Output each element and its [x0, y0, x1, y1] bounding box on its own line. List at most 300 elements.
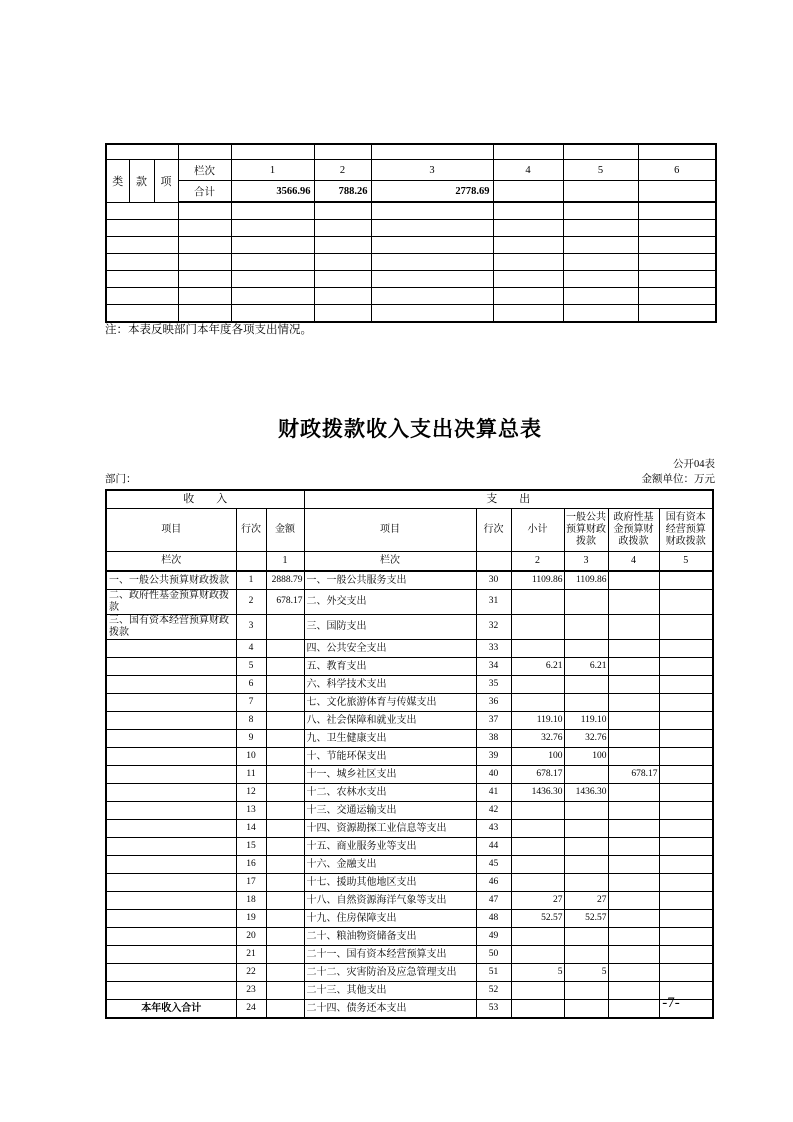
income-item-cell — [106, 946, 236, 964]
general-budget-cell: 5 — [564, 964, 608, 982]
income-amount-cell — [266, 856, 304, 874]
empty-cell — [371, 288, 493, 305]
income-item-cell — [106, 712, 236, 730]
column-number-cell: 6 — [638, 160, 716, 181]
expense-line-cell: 46 — [476, 874, 511, 892]
table-row — [106, 640, 713, 658]
table-row — [106, 590, 713, 615]
subtotal-cell: 52.57 — [511, 910, 564, 928]
expense-line-cell: 38 — [476, 730, 511, 748]
empty-cell — [638, 202, 716, 220]
expense-item-cell: 十七、援助其他地区支出 — [304, 874, 476, 892]
state-capital-cell — [659, 676, 713, 694]
gov-fund-cell — [608, 820, 659, 838]
gov-fund-cell — [608, 892, 659, 910]
empty-cell — [178, 237, 231, 254]
income-line-cell: 15 — [236, 838, 266, 856]
top-table-empty-body — [106, 202, 716, 322]
gov-fund-cell — [608, 748, 659, 766]
lanci-label-cell: 栏次 — [304, 552, 476, 572]
subtotal-cell — [511, 838, 564, 856]
state-capital-cell — [659, 964, 713, 982]
empty-cell — [314, 271, 371, 288]
class-header-cell: 类 — [106, 160, 129, 203]
column-number-cell: 1 — [231, 160, 314, 181]
general-budget-cell — [564, 946, 608, 964]
empty-cell — [638, 305, 716, 323]
subtotal-cell — [511, 590, 564, 615]
section-header-cell: 款 — [129, 160, 154, 203]
expense-item-cell: 二十三、其他支出 — [304, 982, 476, 1000]
empty-cell — [178, 271, 231, 288]
income-line-cell: 21 — [236, 946, 266, 964]
expense-item-cell: 十五、商业服务业等支出 — [304, 838, 476, 856]
top-table-header-body — [106, 144, 716, 202]
income-line-cell: 22 — [236, 964, 266, 982]
expense-item-cell: 一、一般公共服务支出 — [304, 571, 476, 590]
state-capital-cell — [659, 802, 713, 820]
state-capital-cell — [659, 874, 713, 892]
expense-item-cell: 十一、城乡社区支出 — [304, 766, 476, 784]
empty-cell — [563, 202, 638, 220]
income-item-cell — [106, 838, 236, 856]
table-row — [106, 748, 713, 766]
income-section-header: 收 入 — [106, 490, 304, 509]
empty-cell — [314, 202, 371, 220]
empty-cell — [231, 271, 314, 288]
empty-cell — [106, 144, 178, 160]
lanci-number-cell: 4 — [608, 552, 659, 572]
total-value-cell — [493, 181, 563, 203]
expense-line-cell: 35 — [476, 676, 511, 694]
expense-line-cell: 49 — [476, 928, 511, 946]
general-budget-cell — [564, 820, 608, 838]
empty-cell — [638, 254, 716, 271]
empty-cell — [493, 202, 563, 220]
unit-label: 金额单位：万元 — [641, 474, 715, 485]
lanci-label-cell: 栏次 — [106, 552, 236, 572]
empty-cell — [178, 288, 231, 305]
income-amount-cell — [266, 892, 304, 910]
table-row — [106, 676, 713, 694]
empty-cell — [493, 271, 563, 288]
state-capital-cell — [659, 928, 713, 946]
state-capital-cell — [659, 784, 713, 802]
state-capital-cell — [659, 856, 713, 874]
subtotal-header: 小计 — [511, 509, 564, 552]
table-row — [106, 910, 713, 928]
income-line-cell: 14 — [236, 820, 266, 838]
table-row — [106, 571, 713, 590]
general-budget-cell — [564, 856, 608, 874]
income-line-cell: 10 — [236, 748, 266, 766]
lanci-label-cell: 栏次 — [178, 160, 231, 181]
expense-line-cell: 42 — [476, 802, 511, 820]
general-budget-cell — [564, 802, 608, 820]
income-line-cell: 3 — [236, 615, 266, 640]
expense-item-header: 项目 — [304, 509, 476, 552]
income-amount-cell — [266, 928, 304, 946]
gov-fund-cell — [608, 658, 659, 676]
general-budget-cell — [564, 615, 608, 640]
gov-fund-cell — [608, 640, 659, 658]
table-row — [106, 658, 713, 676]
gov-fund-cell — [608, 838, 659, 856]
table-row — [106, 766, 713, 784]
income-amount-cell — [266, 676, 304, 694]
empty-cell — [231, 288, 314, 305]
empty-cell — [493, 254, 563, 271]
table-row — [106, 271, 716, 288]
income-item-cell — [106, 784, 236, 802]
table-row — [106, 712, 713, 730]
expense-line-cell: 39 — [476, 748, 511, 766]
table-row — [106, 874, 713, 892]
table-row — [106, 982, 713, 1000]
subtotal-cell — [511, 1000, 564, 1019]
empty-cell — [314, 220, 371, 237]
empty-cell — [371, 271, 493, 288]
table-row — [106, 856, 713, 874]
empty-cell — [231, 220, 314, 237]
income-amount-cell — [266, 802, 304, 820]
empty-cell — [231, 144, 314, 160]
lanci-number-cell: 2 — [511, 552, 564, 572]
expense-line-cell: 48 — [476, 910, 511, 928]
section-header-row — [106, 490, 713, 509]
subtotal-cell: 5 — [511, 964, 564, 982]
expense-line-cell: 47 — [476, 892, 511, 910]
state-capital-cell — [659, 946, 713, 964]
empty-cell — [106, 237, 178, 254]
expense-line-cell: 32 — [476, 615, 511, 640]
income-item-cell — [106, 802, 236, 820]
expense-item-cell: 八、社会保障和就业支出 — [304, 712, 476, 730]
expense-line-cell: 50 — [476, 946, 511, 964]
lanci-number-cell: 1 — [266, 552, 304, 572]
income-line-cell: 18 — [236, 892, 266, 910]
gov-fund-cell — [608, 712, 659, 730]
main-table-data-body — [106, 571, 713, 1018]
table-row — [106, 615, 713, 640]
income-item-cell — [106, 640, 236, 658]
expense-item-cell: 三、国防支出 — [304, 615, 476, 640]
state-capital-cell — [659, 892, 713, 910]
general-budget-cell: 119.10 — [564, 712, 608, 730]
expense-line-cell: 43 — [476, 820, 511, 838]
state-capital-cell — [659, 694, 713, 712]
empty-cell — [106, 202, 178, 220]
state-capital-cell — [659, 712, 713, 730]
empty-cell — [106, 271, 178, 288]
income-amount-cell — [266, 820, 304, 838]
general-budget-cell: 1436.30 — [564, 784, 608, 802]
income-item-cell — [106, 892, 236, 910]
expense-line-cell: 44 — [476, 838, 511, 856]
income-item-cell — [106, 730, 236, 748]
empty-cell — [106, 254, 178, 271]
general-budget-cell — [564, 676, 608, 694]
subtotal-cell — [511, 874, 564, 892]
empty-cell — [476, 552, 511, 572]
state-capital-cell — [659, 640, 713, 658]
expense-item-cell: 二十二、灾害防治及应急管理支出 — [304, 964, 476, 982]
general-budget-cell: 52.57 — [564, 910, 608, 928]
gov-fund-cell — [608, 590, 659, 615]
general-budget-cell: 27 — [564, 892, 608, 910]
empty-cell — [638, 237, 716, 254]
gov-fund-cell: 678.17 — [608, 766, 659, 784]
gov-fund-cell — [608, 964, 659, 982]
empty-cell — [236, 552, 266, 572]
fiscal-appropriation-table — [105, 489, 714, 1019]
income-amount-cell — [266, 748, 304, 766]
total-value-cell — [638, 181, 716, 203]
income-line-cell: 2 — [236, 590, 266, 615]
table-row — [106, 144, 716, 160]
expense-line-cell: 41 — [476, 784, 511, 802]
empty-cell — [178, 202, 231, 220]
empty-cell — [178, 305, 231, 323]
table-row — [106, 946, 713, 964]
gov-fund-cell — [608, 802, 659, 820]
general-budget-cell — [564, 694, 608, 712]
expense-item-cell: 二十四、债务还本支出 — [304, 1000, 476, 1019]
state-capital-cell — [659, 658, 713, 676]
subtotal-cell: 119.10 — [511, 712, 564, 730]
empty-cell — [314, 288, 371, 305]
expense-item-cell: 十三、交通运输支出 — [304, 802, 476, 820]
general-budget-cell — [564, 766, 608, 784]
expense-line-cell: 37 — [476, 712, 511, 730]
income-amount-cell — [266, 964, 304, 982]
subtotal-cell: 6.21 — [511, 658, 564, 676]
column-number-cell: 2 — [314, 160, 371, 181]
table-row — [106, 202, 716, 220]
expense-item-cell: 二、外交支出 — [304, 590, 476, 615]
expense-item-cell: 十二、农林水支出 — [304, 784, 476, 802]
expense-line-cell: 45 — [476, 856, 511, 874]
state-capital-cell — [659, 838, 713, 856]
empty-cell — [371, 220, 493, 237]
income-item-cell: 二、政府性基金预算财政拨款 — [106, 590, 236, 615]
income-line-cell: 16 — [236, 856, 266, 874]
income-line-cell: 8 — [236, 712, 266, 730]
empty-cell — [563, 305, 638, 323]
income-amount-cell — [266, 910, 304, 928]
income-item-cell — [106, 676, 236, 694]
expense-item-cell: 十、节能环保支出 — [304, 748, 476, 766]
income-line-cell: 12 — [236, 784, 266, 802]
column-number-row — [106, 160, 716, 181]
total-value-cell: 788.26 — [314, 181, 371, 203]
table-row — [106, 694, 713, 712]
empty-cell — [563, 144, 638, 160]
empty-cell — [106, 220, 178, 237]
empty-cell — [638, 220, 716, 237]
general-budget-cell — [564, 874, 608, 892]
subtotal-cell: 32.76 — [511, 730, 564, 748]
empty-cell — [314, 254, 371, 271]
subtotal-cell — [511, 982, 564, 1000]
income-amount-cell: 2888.79 — [266, 571, 304, 590]
income-amount-cell: 678.17 — [266, 590, 304, 615]
total-value-cell: 3566.96 — [231, 181, 314, 203]
subtotal-cell: 100 — [511, 748, 564, 766]
income-line-cell: 9 — [236, 730, 266, 748]
total-value-cell: 2778.69 — [371, 181, 493, 203]
income-line-cell: 4 — [236, 640, 266, 658]
table-row — [106, 220, 716, 237]
empty-cell — [563, 271, 638, 288]
income-item-cell — [106, 874, 236, 892]
table-row — [106, 964, 713, 982]
income-amount-cell — [266, 694, 304, 712]
table-row — [106, 1000, 713, 1019]
state-capital-header: 国有资本经营预算财政拨款 — [659, 509, 713, 552]
empty-cell — [371, 237, 493, 254]
income-item-header: 项目 — [106, 509, 236, 552]
general-budget-cell — [564, 640, 608, 658]
income-item-cell — [106, 658, 236, 676]
gov-fund-cell — [608, 856, 659, 874]
empty-cell — [638, 144, 716, 160]
expense-line-cell: 40 — [476, 766, 511, 784]
expense-item-cell: 十八、自然资源海洋气象等支出 — [304, 892, 476, 910]
subtotal-cell — [511, 676, 564, 694]
subtotal-cell — [511, 694, 564, 712]
income-amount-cell — [266, 730, 304, 748]
state-capital-cell — [659, 820, 713, 838]
expense-item-cell: 十四、资源勘探工业信息等支出 — [304, 820, 476, 838]
state-capital-cell — [659, 590, 713, 615]
income-item-cell — [106, 982, 236, 1000]
gov-fund-cell — [608, 946, 659, 964]
subtotal-cell: 1436.30 — [511, 784, 564, 802]
table-row — [106, 892, 713, 910]
page-title: 财政拨款收入支出决算总表 — [278, 418, 542, 441]
total-value-cell — [563, 181, 638, 203]
gov-fund-cell — [608, 676, 659, 694]
table-row — [106, 730, 713, 748]
gov-fund-cell — [608, 730, 659, 748]
expense-item-cell: 九、卫生健康支出 — [304, 730, 476, 748]
general-budget-cell: 100 — [564, 748, 608, 766]
gov-fund-cell — [608, 571, 659, 590]
table-row — [106, 288, 716, 305]
income-item-cell — [106, 910, 236, 928]
income-item-cell — [106, 856, 236, 874]
subtotal-cell: 1109.86 — [511, 571, 564, 590]
empty-cell — [314, 237, 371, 254]
state-capital-cell — [659, 766, 713, 784]
income-amount-cell — [266, 946, 304, 964]
subtotal-cell — [511, 802, 564, 820]
income-item-cell — [106, 928, 236, 946]
income-item-cell — [106, 820, 236, 838]
meta-line — [105, 471, 715, 486]
table-row — [106, 802, 713, 820]
expenditure-summary-table-fragment — [105, 143, 717, 323]
income-amount-cell — [266, 784, 304, 802]
state-capital-cell — [659, 730, 713, 748]
income-line-cell: 13 — [236, 802, 266, 820]
subtotal-cell — [511, 820, 564, 838]
subtotal-cell — [511, 640, 564, 658]
total-label-cell: 合计 — [178, 181, 231, 203]
gov-fund-cell — [608, 694, 659, 712]
empty-cell — [178, 144, 231, 160]
expense-line-cell: 36 — [476, 694, 511, 712]
expense-item-cell: 十九、住房保障支出 — [304, 910, 476, 928]
empty-cell — [638, 271, 716, 288]
main-table-header-body — [106, 490, 713, 571]
general-budget-cell: 32.76 — [564, 730, 608, 748]
expense-item-cell: 二十一、国有资本经营预算支出 — [304, 946, 476, 964]
income-item-cell — [106, 748, 236, 766]
table-row — [106, 820, 713, 838]
empty-cell — [231, 305, 314, 323]
general-budget-cell — [564, 928, 608, 946]
subtotal-cell — [511, 615, 564, 640]
gov-fund-cell — [608, 784, 659, 802]
empty-cell — [314, 305, 371, 323]
empty-cell — [563, 237, 638, 254]
general-budget-cell — [564, 590, 608, 615]
expense-line-cell: 30 — [476, 571, 511, 590]
expense-item-cell: 四、公共安全支出 — [304, 640, 476, 658]
income-amount-cell — [266, 712, 304, 730]
expense-item-cell: 十六、金融支出 — [304, 856, 476, 874]
expense-line-cell: 53 — [476, 1000, 511, 1019]
department-label: 部门： — [105, 474, 137, 485]
table-row — [106, 254, 716, 271]
income-amount-cell — [266, 640, 304, 658]
empty-cell — [493, 288, 563, 305]
page-number: -7- — [662, 995, 680, 1011]
empty-cell — [493, 220, 563, 237]
income-line-cell: 20 — [236, 928, 266, 946]
gov-fund-cell — [608, 928, 659, 946]
gov-fund-cell — [608, 910, 659, 928]
subtotal-cell — [511, 856, 564, 874]
expense-line-header: 行次 — [476, 509, 511, 552]
column-header-row — [106, 509, 713, 552]
table-code: 公开04表 — [673, 459, 715, 470]
income-item-cell: 三、国有资本经营预算财政拨款 — [106, 615, 236, 640]
income-line-cell: 19 — [236, 910, 266, 928]
income-line-cell: 7 — [236, 694, 266, 712]
gov-fund-header: 政府性基金预算财政拨款 — [608, 509, 659, 552]
table-row — [106, 305, 716, 323]
general-budget-cell — [564, 838, 608, 856]
expense-item-cell: 二十、粮油物资储备支出 — [304, 928, 476, 946]
general-budget-header: 一般公共预算财政拨款 — [564, 509, 608, 552]
state-capital-cell — [659, 571, 713, 590]
state-capital-cell — [659, 748, 713, 766]
state-capital-cell — [659, 910, 713, 928]
income-item-cell — [106, 964, 236, 982]
income-line-cell: 1 — [236, 571, 266, 590]
income-amount-cell — [266, 658, 304, 676]
income-line-cell: 11 — [236, 766, 266, 784]
income-line-header: 行次 — [236, 509, 266, 552]
expense-line-cell: 31 — [476, 590, 511, 615]
general-budget-cell: 1109.86 — [564, 571, 608, 590]
subtotal-cell — [511, 946, 564, 964]
income-item-cell — [106, 766, 236, 784]
empty-cell — [493, 305, 563, 323]
